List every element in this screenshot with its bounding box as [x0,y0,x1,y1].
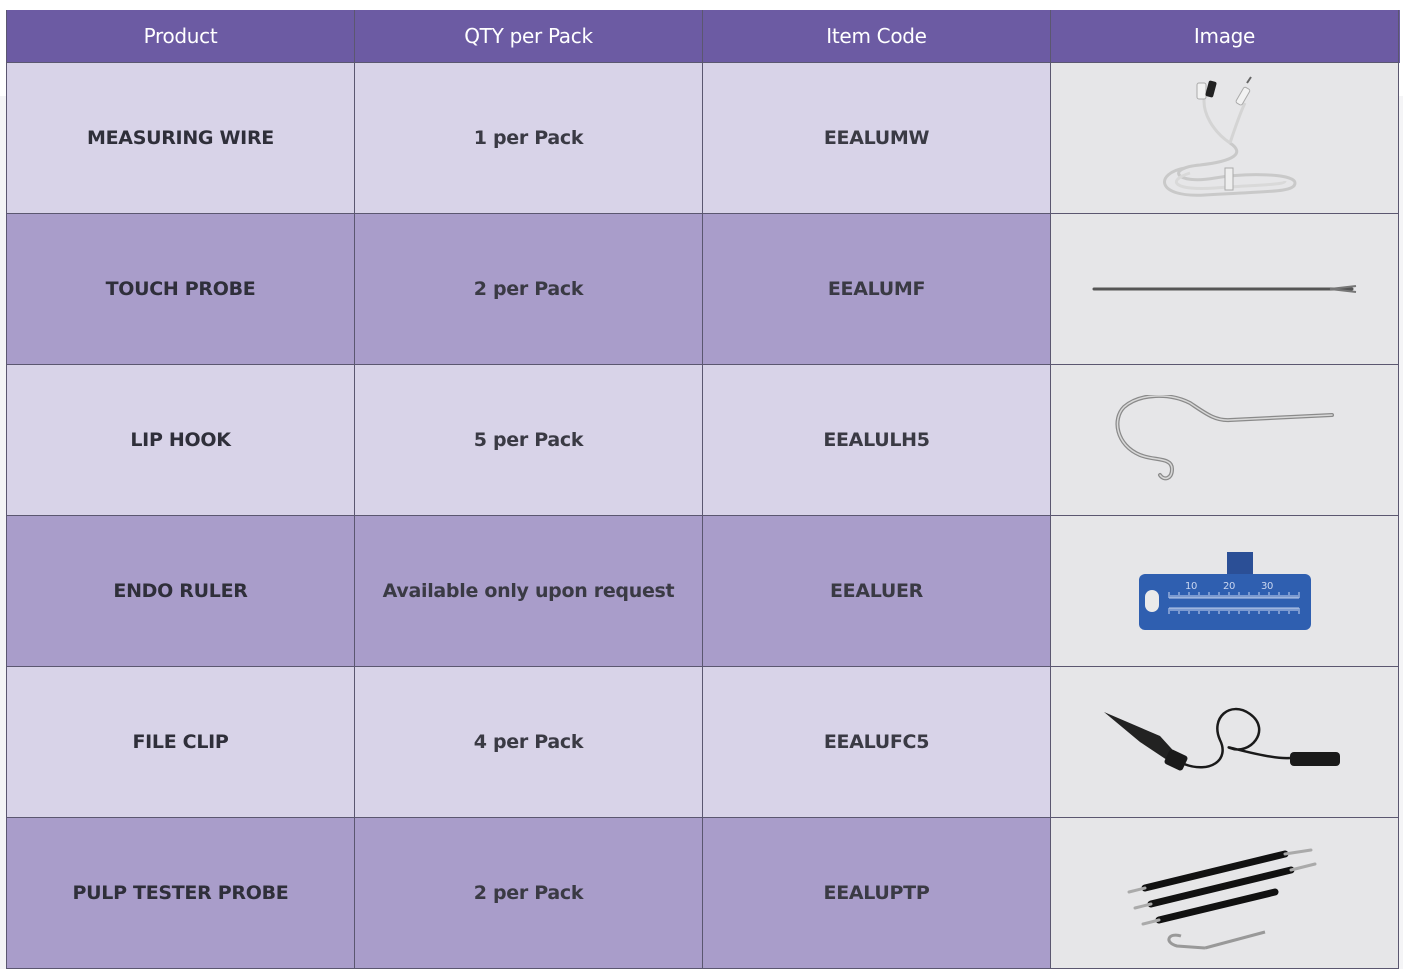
product-name: FILE CLIP [7,667,355,818]
item-code: EEALULH5 [703,365,1051,516]
item-code: EEALUMF [703,214,1051,365]
lip-hook-image [1110,395,1340,485]
product-image-cell [1051,63,1399,214]
product-name: MEASURING WIRE [7,63,355,214]
qty-per-pack: 2 per Pack [355,818,703,969]
table-row [7,818,1400,969]
endo-ruler-image [1135,546,1315,636]
product-name: TOUCH PROBE [7,214,355,365]
table-header-row [7,10,1400,63]
ruler-tick-label: 30 [1260,581,1273,592]
ruler-tick-label: 10 [1184,581,1197,592]
product-image-cell [1051,667,1399,818]
header-item-code: Item Code [703,10,1051,63]
product-table [6,10,1400,969]
header-product: Product [7,10,355,63]
table-row [7,516,1400,667]
header-image: Image [1051,10,1399,63]
measuring-wire-image [1145,73,1305,203]
table-row [7,63,1400,214]
product-name: PULP TESTER PROBE [7,818,355,969]
qty-per-pack: 1 per Pack [355,63,703,214]
pulp-tester-probe-image [1115,828,1335,958]
qty-per-pack: 5 per Pack [355,365,703,516]
product-image-cell [1051,516,1399,667]
touch-probe-image [1090,279,1360,299]
product-image-cell [1051,818,1399,969]
table-row [7,214,1400,365]
product-name: LIP HOOK [7,365,355,516]
qty-per-pack: 4 per Pack [355,667,703,818]
item-code: EEALUPTP [703,818,1051,969]
product-image-cell [1051,365,1399,516]
item-code: EEALUER [703,516,1051,667]
qty-per-pack: 2 per Pack [355,214,703,365]
table-row [7,365,1400,516]
product-image-cell [1051,214,1399,365]
table-row [7,667,1400,818]
header-qty: QTY per Pack [355,10,703,63]
item-code: EEALUFC5 [703,667,1051,818]
ruler-tick-label: 20 [1222,581,1235,592]
item-code: EEALUMW [703,63,1051,214]
file-clip-image [1100,692,1350,792]
product-name: ENDO RULER [7,516,355,667]
qty-per-pack: Available only upon request [355,516,703,667]
